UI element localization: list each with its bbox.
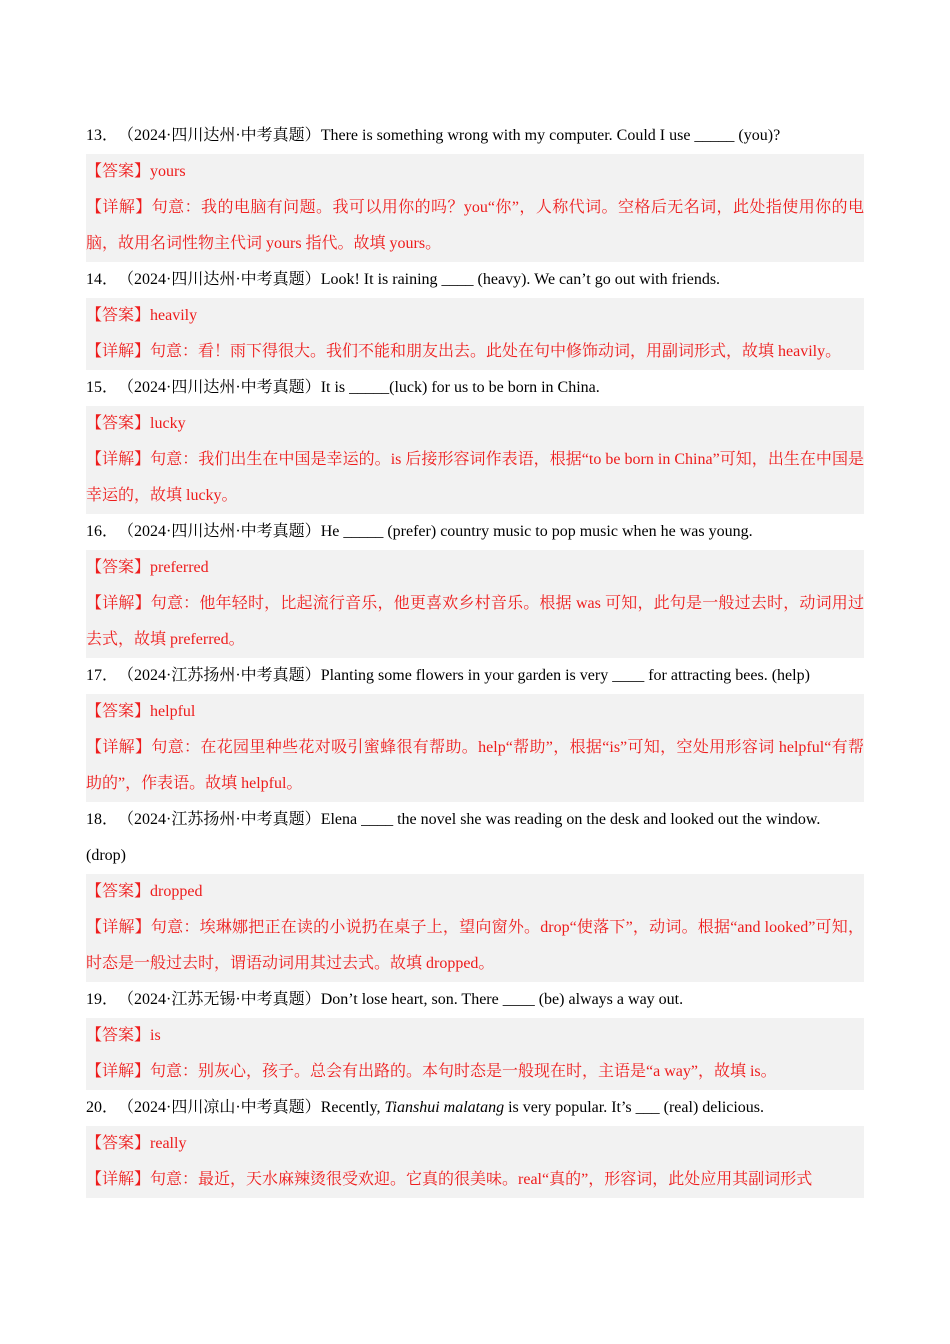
exercise-item	[86, 982, 864, 1090]
detail-line	[86, 586, 864, 658]
question-line	[86, 658, 864, 694]
answer-value: yours	[150, 163, 186, 180]
answer-value: helpful	[150, 703, 196, 720]
question-source: （2024·江苏扬州·中考真题）	[118, 667, 321, 684]
exercise-item	[86, 262, 864, 370]
answer-line	[86, 154, 864, 190]
question-number: 20．	[86, 1099, 119, 1116]
answer-value: heavily	[150, 307, 198, 324]
detail-label: 【详解】	[86, 199, 152, 216]
detail-line	[86, 1054, 864, 1090]
detail-text: 句意：看！雨下得很大。我们不能和朋友出去。此处在句中修饰动词，用副词形式，故填 heavily。	[150, 343, 842, 360]
question-text-before: Recently,	[320, 1099, 385, 1116]
answer-line	[86, 1126, 864, 1162]
question-line	[86, 118, 864, 154]
detail-line	[86, 190, 864, 262]
question-line	[86, 802, 864, 874]
answer-label: 【答案】	[86, 415, 151, 432]
question-number: 13．	[86, 127, 119, 144]
answer-label: 【答案】	[86, 163, 151, 180]
detail-label: 【详解】	[86, 1171, 151, 1188]
detail-line	[86, 910, 864, 982]
question-number: 17．	[86, 667, 119, 684]
question-number: 16．	[86, 523, 119, 540]
answer-label: 【答案】	[86, 1135, 151, 1152]
answer-box	[86, 406, 864, 514]
answer-value: really	[150, 1135, 187, 1152]
answer-box	[86, 1018, 864, 1090]
question-text: He _____ (prefer) country music to pop music when he was young.	[320, 523, 753, 540]
detail-label: 【详解】	[86, 739, 152, 756]
answer-box	[86, 298, 864, 370]
answer-box	[86, 550, 864, 658]
detail-line	[86, 1162, 864, 1198]
exercise-list	[86, 118, 864, 1198]
detail-label: 【详解】	[86, 595, 151, 612]
answer-box	[86, 154, 864, 262]
question-number: 19．	[86, 991, 119, 1008]
detail-text: 句意：别灰心，孩子。总会有出路的。本句时态是一般现在时，主语是“a way”，故填 is。	[150, 1063, 777, 1080]
question-source: （2024·四川达州·中考真题）	[118, 127, 321, 144]
question-source: （2024·江苏扬州·中考真题）	[118, 811, 321, 828]
question-source: （2024·四川达州·中考真题）	[118, 523, 321, 540]
detail-text: 句意：我的电脑有问题。我可以用你的吗？you“你”，人称代词。空格后无名词，此处指使用你的电脑，故用名词性物主代词 yours 指代。故填 yours。	[86, 199, 864, 252]
answer-label: 【答案】	[86, 883, 151, 900]
question-source: （2024·四川达州·中考真题）	[118, 271, 321, 288]
detail-label: 【详解】	[86, 343, 151, 360]
question-line	[86, 1090, 864, 1126]
answer-line	[86, 874, 864, 910]
exercise-item	[86, 802, 864, 982]
question-text: There is something wrong with my computer. Could I use _____ (you)?	[320, 127, 781, 144]
answer-box	[86, 874, 864, 982]
answer-value: is	[150, 1027, 161, 1044]
question-number: 15．	[86, 379, 119, 396]
question-text: Elena ____ the novel she was reading on the desk and looked out the window. (drop)	[86, 811, 821, 864]
answer-label: 【答案】	[86, 703, 151, 720]
question-source: （2024·江苏无锡·中考真题）	[118, 991, 321, 1008]
detail-text: 句意：埃琳娜把正在读的小说扔在桌子上，望向窗外。drop“使落下”，动词。根据“and looked”可知，时态是一般过去时，谓语动词用其过去式。故填 dropped。	[86, 919, 864, 972]
answer-value: lucky	[150, 415, 186, 432]
detail-text: 句意：在花园里种些花对吸引蜜蜂很有帮助。help“帮助”，根据“is”可知，空处用形容词 helpful“有帮助的”，作表语。故填 helpful。	[86, 739, 864, 792]
detail-line	[86, 730, 864, 802]
question-number: 18．	[86, 811, 119, 828]
detail-text: 句意：我们出生在中国是幸运的。is 后接形容词作表语，根据“to be born in China”可知，出生在中国是幸运的，故填 lucky。	[86, 451, 864, 504]
question-line	[86, 370, 864, 406]
question-text-after: is very popular. It’s ___ (real) delicious.	[504, 1099, 765, 1116]
exercise-item	[86, 658, 864, 802]
detail-label: 【详解】	[86, 451, 151, 468]
question-text: Look! It is raining ____ (heavy). We can’t go out with friends.	[320, 271, 721, 288]
detail-line	[86, 442, 864, 514]
detail-line	[86, 334, 864, 370]
detail-text: 句意：他年轻时，比起流行音乐，他更喜欢乡村音乐。根据 was 可知，此句是一般过去时，动词用过去式，故填 preferred。	[86, 595, 864, 648]
exercise-item	[86, 514, 864, 658]
question-text-italic: Tianshui malatang	[384, 1099, 505, 1116]
question-source: （2024·四川凉山·中考真题）	[118, 1099, 321, 1116]
answer-line	[86, 406, 864, 442]
question-number: 14．	[86, 271, 119, 288]
answer-label: 【答案】	[86, 307, 151, 324]
answer-value: preferred	[150, 559, 209, 576]
question-text: Planting some flowers in your garden is very ____ for attracting bees. (help)	[320, 667, 810, 684]
answer-line	[86, 298, 864, 334]
question-text: Don’t lose heart, son. There ____ (be) always a way out.	[320, 991, 684, 1008]
exercise-item	[86, 370, 864, 514]
question-line	[86, 982, 864, 1018]
question-line	[86, 262, 864, 298]
answer-label: 【答案】	[86, 559, 151, 576]
detail-label: 【详解】	[86, 1063, 151, 1080]
detail-label: 【详解】	[86, 919, 151, 936]
answer-box	[86, 1126, 864, 1198]
question-line	[86, 514, 864, 550]
exercise-item	[86, 118, 864, 262]
question-text: It is _____(luck) for us to be born in China.	[320, 379, 600, 396]
exercise-item	[86, 1090, 864, 1198]
question-source: （2024·四川达州·中考真题）	[118, 379, 321, 396]
answer-line	[86, 550, 864, 586]
answer-value: dropped	[150, 883, 203, 900]
detail-text: 句意：最近，天水麻辣烫很受欢迎。它真的很美味。real“真的”，形容词，此处应用其副词形式	[150, 1171, 813, 1188]
answer-line	[86, 1018, 864, 1054]
answer-box	[86, 694, 864, 802]
answer-line	[86, 694, 864, 730]
answer-label: 【答案】	[86, 1027, 151, 1044]
